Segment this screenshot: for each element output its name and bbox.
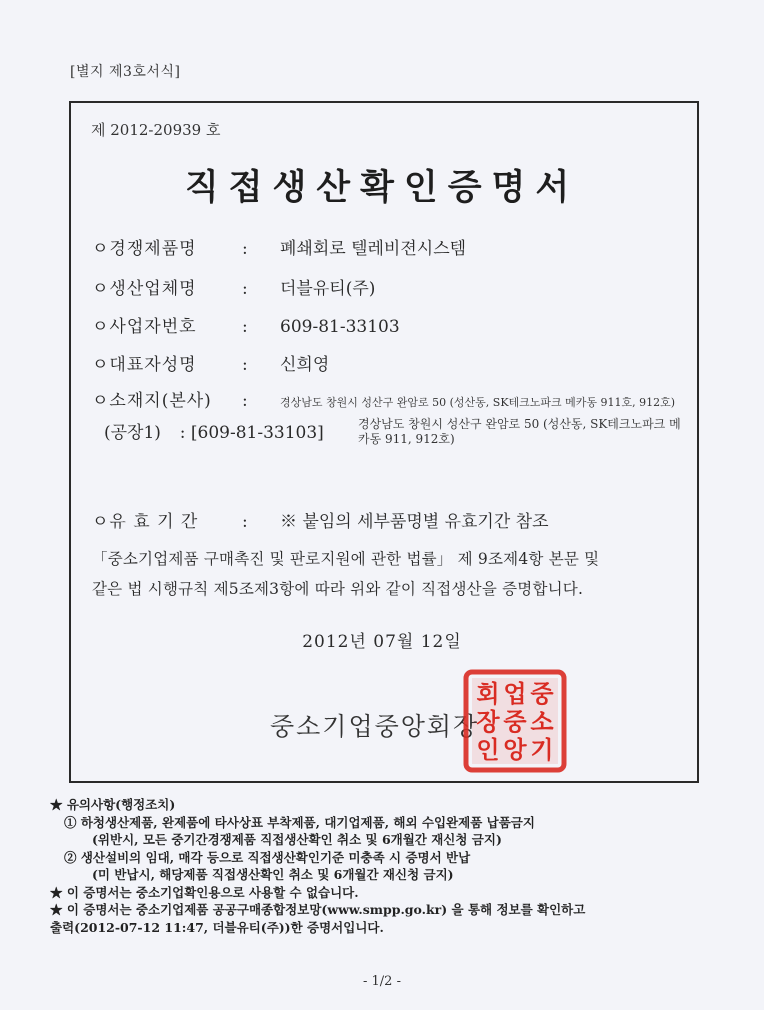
official-seal — [462, 668, 568, 774]
note-item-2: ② 생산설비의 임대, 매각 등으로 직접생산확인기준 미충족 시 증명서 반납 — [64, 849, 471, 865]
form-number: [별지 제3호서식] — [70, 64, 181, 80]
svg-text:인: 인 — [476, 735, 500, 764]
certification-statement — [92, 544, 692, 604]
field-product-name — [92, 234, 466, 259]
field-colon: : — [242, 391, 248, 411]
svg-text:업: 업 — [503, 679, 527, 708]
field-company-name — [92, 274, 375, 299]
field-validity — [92, 507, 549, 532]
field-colon: : — [242, 279, 248, 299]
field-value: ※ 붙임의 세부품명별 유효기간 참조 — [280, 512, 549, 532]
field-value: 609-81-33103 — [280, 317, 400, 337]
page-number: - 1/2 - — [363, 974, 401, 989]
field-label: ㅇ유 효 기 간 — [92, 512, 199, 532]
svg-text:기: 기 — [530, 735, 554, 764]
factory-colon: : — [179, 423, 186, 443]
field-colon: : — [242, 239, 248, 259]
statement-line-1: 「중소기업제품 구매촉진 및 판로지원에 관한 법률」 제 9조제4항 본문 및 — [92, 550, 600, 568]
note-item-1: ① 하청생산제품, 완제품에 타사상표 부착제품, 대기업제품, 해외 수입완제품 납품금지 — [64, 814, 535, 830]
svg-text:장: 장 — [476, 707, 500, 736]
notes-section — [50, 796, 730, 936]
certificate-number: 제 2012-20939 호 — [91, 121, 221, 139]
svg-text:소: 소 — [530, 707, 554, 736]
note-line-5: 출력(2012-07-12 11:47, 더블유티(주))한 증명서입니다. — [50, 919, 384, 935]
issuer-name: 중소기업중앙회장 — [270, 712, 480, 741]
field-label: ㅇ생산업체명 — [92, 279, 197, 299]
field-colon: : — [242, 317, 248, 337]
field-value: 더블유티(주) — [280, 279, 376, 299]
certificate-title: 직접생산확인증명서 — [184, 167, 580, 208]
svg-text:앙: 앙 — [503, 735, 527, 764]
svg-text:회: 회 — [476, 679, 500, 708]
svg-text:중: 중 — [503, 707, 527, 736]
note-item-1-sub: (위반시, 모든 중기간경쟁제품 직접생산확인 취소 및 6개월간 재신청 금지) — [92, 832, 502, 847]
note-item-2-sub: (미 반납시, 해당제품 직접생산확인 취소 및 6개월간 재신청 금지) — [92, 867, 454, 882]
factory-number: [609-81-33103] — [190, 423, 324, 443]
field-label: ㅇ경쟁제품명 — [92, 239, 197, 259]
factory-label: (공장1) — [104, 423, 161, 443]
field-value: 신희영 — [280, 355, 330, 375]
field-value: 폐쇄회로 텔레비젼시스템 — [280, 239, 467, 259]
statement-line-2: 같은 법 시행규칙 제5조제3항에 따라 위와 같이 직접생산을 증명합니다. — [92, 580, 584, 598]
factory-address: 경상남도 창원시 성산구 완암로 50 (성산동, SK테크노파크 메카동 911, 912호) — [358, 417, 681, 446]
field-colon: : — [242, 512, 248, 532]
field-business-number — [92, 312, 400, 337]
field-value: 경상남도 창원시 성산구 완암로 50 (성산동, SK테크노파크 메카동 911호, 912호) — [280, 396, 676, 409]
svg-text:중: 중 — [530, 679, 554, 708]
field-colon: : — [242, 355, 248, 375]
issue-date: 2012년 07월 12일 — [302, 632, 462, 652]
field-label: ㅇ소재지(본사) — [92, 391, 212, 411]
factory-row — [104, 418, 324, 443]
note-line-4: ★ 이 증명서는 중소기업제품 공공구매종합정보망(www.smpp.go.kr) 을 통해 정보를 확인하고 — [50, 902, 586, 917]
field-representative — [92, 350, 329, 375]
field-label: ㅇ사업자번호 — [92, 317, 197, 337]
field-label: ㅇ대표자성명 — [92, 355, 197, 375]
field-headquarters — [92, 386, 675, 411]
note-line-3: ★ 이 증명서는 중소기업확인용으로 사용할 수 없습니다. — [50, 884, 359, 900]
notes-heading: ★ 유의사항(행정조치) — [50, 797, 176, 812]
